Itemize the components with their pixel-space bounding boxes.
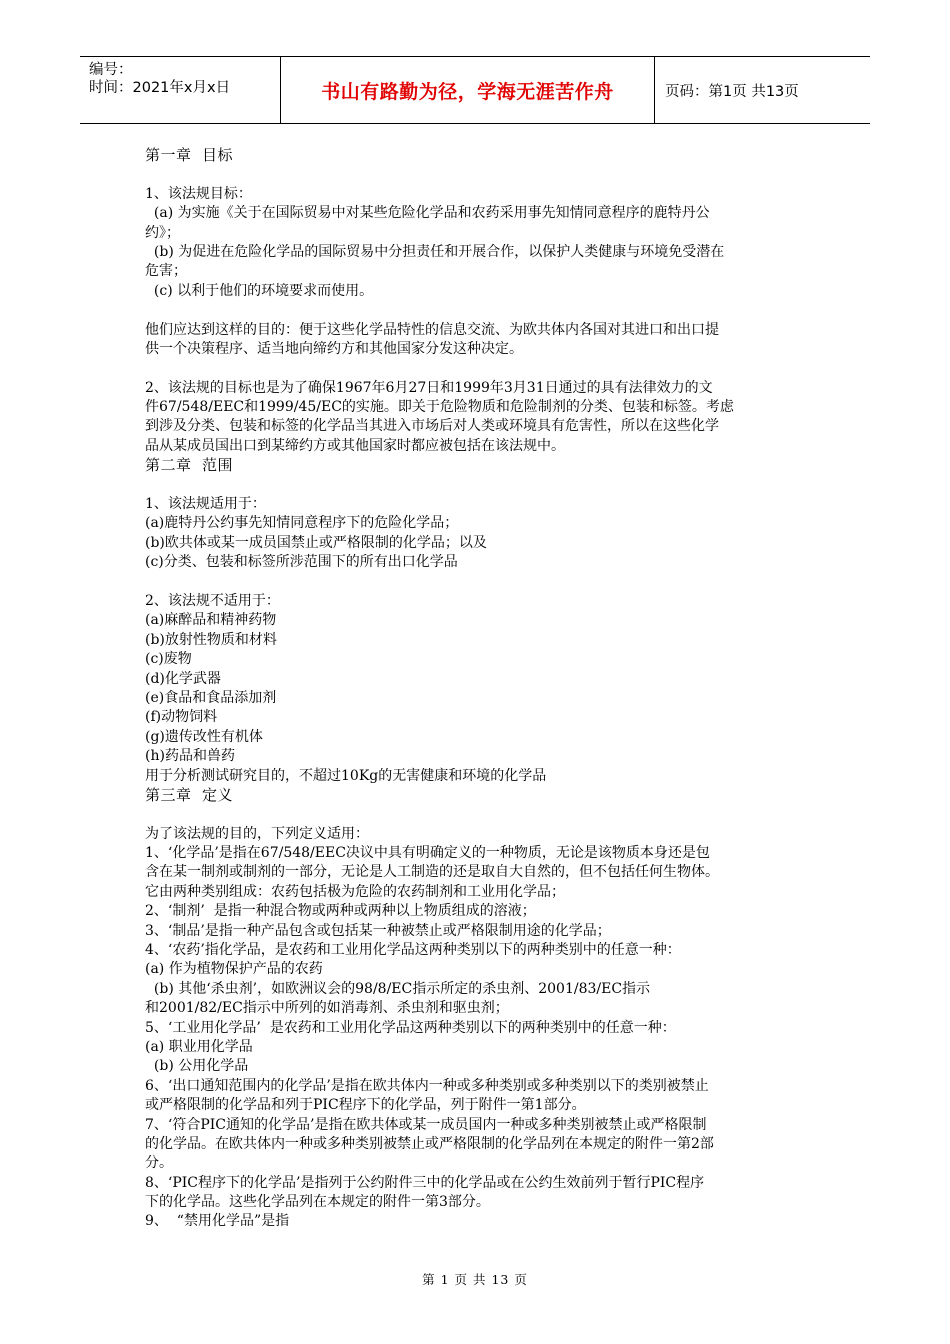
paragraph-line: (b) 为促进在危险化学品的国际贸易中分担责任和开展合作，以保护人类健康与环境免受潜在 [145, 243, 725, 260]
paragraph-line: (b) 公用化学品 [145, 1058, 249, 1075]
header-motto [280, 57, 655, 123]
paragraph-line: (a)麻醉品和精神药物 [145, 612, 277, 629]
paragraph-line: (c)废物 [145, 651, 192, 668]
paragraph-line: 为了该法规的目的，下列定义适用： [145, 825, 369, 842]
paragraph-line: 6、‘出口通知范围内的化学品’是指在欧共体内一种或多种类别或多种类别以下的类别被禁止 [145, 1077, 709, 1094]
paragraph-line: (a) 为实施《关于在国际贸易中对某些危险化学品和农药采用事先知情同意程序的鹿特丹公 [145, 205, 710, 222]
paragraph-line: 2、该法规的目标也是为了确保1967年6月27日和1999年3月31日通过的具有法律效力的文 [145, 379, 713, 396]
paragraph-line: 他们应达到这样的目的：便于这些化学品特性的信息交流、为欧共体内各国对其进口和出口提 [145, 321, 719, 338]
page-header [80, 56, 870, 124]
paragraph-line: 下的化学品。这些化学品列在本规定的附件一第3部分。 [145, 1194, 490, 1211]
motto-text: 书山有路勤为径，学海无涯苦作舟 [321, 80, 614, 103]
header-meta [80, 57, 280, 123]
paragraph-line: 或严格限制的化学品和列于PIC程序下的化学品，列于附件一第1部分。 [145, 1097, 586, 1114]
blank-line [145, 476, 810, 495]
blank-line [145, 301, 810, 320]
paragraph-line: 件67/548/EEC和1999/45/EC的实施。即关于危险物质和危险制剂的分类、包装和标签。考虑 [145, 399, 734, 416]
paragraph-line: 的化学品。在欧共体内一种或多种类别被禁止或严格限制的化学品列在本规定的附件一第2部 [145, 1135, 714, 1152]
paragraph-line: 1、‘化学品’是指在67/548/EEC决议中具有明确定义的一种物质，无论是该物质本身还是包 [145, 845, 710, 862]
blank-line [145, 165, 810, 184]
paragraph-line: (c) 以利于他们的环境要求而使用。 [145, 282, 374, 299]
paragraph-line: 用于分析测试研究目的，不超过10Kg的无害健康和环境的化学品 [145, 767, 547, 784]
paragraph-line: (b)欧共体或某一成员国禁止或严格限制的化学品；以及 [145, 534, 487, 551]
chapter-heading: 第三章 定义 [145, 785, 234, 804]
paragraph-line: (c)分类、包装和标签所涉范围下的所有出口化学品 [145, 554, 458, 571]
time-label: 时间：2021年x月x日 [89, 80, 231, 96]
paragraph-line: 到涉及分类、包装和标签的化学品当其进入市场后对人类或环境具有危害性，所以在这些化学 [145, 418, 719, 435]
chapter-heading: 第一章 目标 [145, 146, 234, 164]
paragraph-line: 7、‘符合PIC通知的化学品’是指在欧共体或某一成员国内一种或多种类别被禁止或严格限制 [145, 1116, 707, 1133]
paragraph-line: (e)食品和食品添加剂 [145, 689, 277, 706]
paragraph-line: 和2001/82/EC指示中所列的如消毒剂、杀虫剂和驱虫剂； [145, 1000, 509, 1017]
paragraph-line: (f)动物饲料 [145, 709, 218, 726]
chapter-heading: 第二章 范围 [145, 456, 234, 475]
paragraph-line: 危害； [145, 263, 187, 280]
blank-line [145, 805, 810, 824]
paragraph-line: 品从某成员国出口到某缔约方或其他国家时都应被包括在该法规中。 [145, 437, 565, 454]
paragraph-line: 含在某一制剂或制剂的一部分，无论是人工制造的还是取自大自然的，但不包括任何生物体。 [145, 864, 719, 881]
paragraph-line: (a) 作为植物保护产品的农药 [145, 961, 323, 978]
paragraph-line: 1、该法规适用于： [145, 496, 266, 513]
paragraph-line: 1、该法规目标： [145, 185, 252, 202]
paragraph-line: (a) 职业用化学品 [145, 1038, 253, 1055]
paragraph-line: 9、 “禁用化学品”是指 [145, 1213, 290, 1230]
page-info-text: 页码：第1页 共13页 [665, 83, 799, 100]
header-page-info [655, 57, 870, 123]
paragraph-line: 5、‘工业用化学品’ 是农药和工业用化学品这两种类别以下的两种类别中的任意一种： [145, 1019, 676, 1036]
doc-number-label: 编号： [89, 62, 133, 78]
blank-line [145, 359, 810, 378]
paragraph-line: 3、‘制品’是指一种产品包含或包括某一种被禁止或严格限制用途的化学品； [145, 922, 611, 939]
paragraph-line: (d)化学武器 [145, 670, 221, 687]
paragraph-line: (a)鹿特丹公约事先知情同意程序下的危险化学品； [145, 515, 459, 532]
paragraph-line: (h)药品和兽药 [145, 748, 235, 765]
paragraph-line: 8、‘PIC程序下的化学品’是指列于公约附件三中的化学品或在公约生效前列于暂行PIC程序 [145, 1174, 705, 1191]
paragraph-line: 4、‘农药’指化学品，是农药和工业用化学品这两种类别以下的两种类别中的任意一种： [145, 942, 681, 959]
document-body [145, 146, 810, 1232]
paragraph-line: 约》； [145, 224, 180, 241]
paragraph-line: 它由两种类别组成：农药包括极为危险的农药制剂和工业用化学品； [145, 883, 565, 900]
paragraph-line: 供一个决策程序、适当地向缔约方和其他国家分发这种决定。 [145, 340, 523, 357]
paragraph-line: 分。 [145, 1155, 173, 1172]
blank-line [145, 573, 810, 592]
paragraph-line: (b) 其他‘杀虫剂’，如欧洲议会的98/8/EC指示所定的杀虫剂、2001/83/EC指示 [145, 980, 651, 997]
paragraph-line: (g)遗传改性有机体 [145, 728, 263, 745]
paragraph-line: (b)放射性物质和材料 [145, 631, 277, 648]
paragraph-line: 2、该法规不适用于： [145, 592, 280, 609]
page-footer: 第 1 页 共 13 页 [422, 1272, 528, 1287]
paragraph-line: 2、‘制剂’ 是指一种混合物或两种或两种以上物质组成的溶液； [145, 903, 536, 920]
